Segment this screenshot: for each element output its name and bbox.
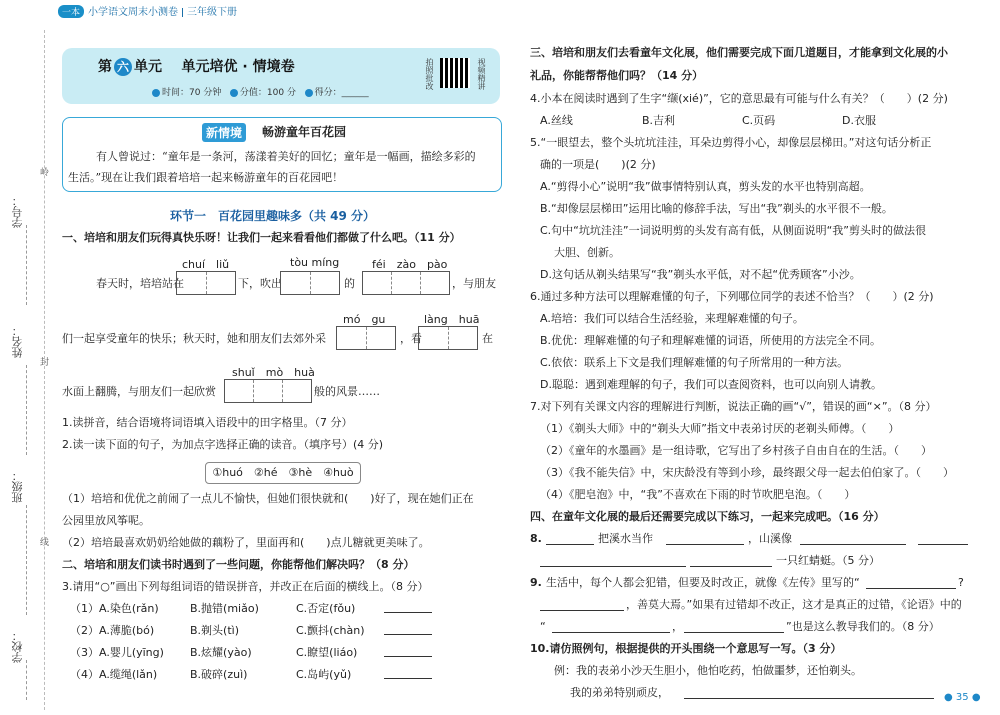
question-2-sentence: 公园里放风筝呢。 [62,514,150,527]
option: C.页码 [742,114,776,127]
section-title: 环节一 百花园里趣味多（共 49 分） [170,209,376,223]
option: C.句中“坑坑洼洼”一词说明剪的头发有高有低，从侧面说明“我”剪头时的做法很 [540,224,926,237]
question-6: 6.通过多种方法可以理解难懂的句子，下列哪位同学的表述不恰当？（ ）(2 分) [530,290,934,303]
question-8-text: 一只红蜻蜓。（5 分） [776,554,880,567]
word-option: B.破碎(zuì) [190,668,248,681]
scan-label: 拍照批改 [425,58,434,90]
situation-title: 畅游童年百花园 [262,125,347,139]
pen-icon [305,89,313,97]
question-heading: 三、培培和朋友们去看童年文化展，他们需要完成下面几道题目，才能拿到文化展的小 [530,46,948,59]
question-heading: 礼品，你能帮帮他们吗？（14 分） [530,69,704,82]
page-number-value: 35 [955,692,969,703]
passage-text: 的 [344,277,355,290]
statement: （4）《肥皂泡》中，“我”不喜欢在下雨的时节吹肥皂泡。（ ） [540,488,856,501]
time-label: 时间：70 分钟 [162,88,222,98]
word-option: （1）A.染色(rǎn) [70,602,159,615]
clock-icon [152,89,160,97]
question-heading: 一、培培和朋友们玩得真快乐呀！让我们一起来看看他们都做了什么吧。（11 分） [62,231,461,244]
word-option: （4）A.缆绳(lǎn) [70,668,158,681]
word-option: C.否定(fǒu) [296,602,356,615]
blank-line [26,660,27,700]
word-option: C.岛屿(yǔ) [296,668,352,681]
answer-line[interactable] [552,632,670,633]
name-label: 姓名： [11,325,24,358]
title-prefix: 第 [98,59,112,75]
question-7: 7.对下列有关课文内容的理解进行判断，说法正确的画“√”，错误的画“×”。（8 分） [530,400,937,413]
option: A.培培：我们可以结合生活经验，来理解难懂的句子。 [540,312,804,325]
passage-text: 水面上翻腾，与朋友们一起欣赏 [62,385,216,398]
option: B.优优：理解难懂的句子和理解难懂的词语，所使用的方法完全不同。 [540,334,882,347]
exam-title [98,56,295,76]
answer-line[interactable] [684,632,784,633]
statement: （3）《我不能失信》中，宋庆龄没有等到小珍，最终跟父母一起去伯伯家了。（ ） [540,466,954,479]
question-2: 2.读一读下面的句子，为加点字选择正确的读音。（填序号）(4 分) [62,438,384,451]
option: D.聪聪：遇到难理解的句子，我们可以查阅资料，也可以向别人请教。 [540,378,882,391]
option: B.“却像层层梯田”运用比喻的修辞手法，写出“我”剃头的水平很不一般。 [540,202,893,215]
option: B.吉利 [642,114,676,127]
school-label: 学校： [11,630,24,663]
total-score: 分值：100 分 [239,88,296,98]
option: 大胆、创新。 [554,246,620,259]
question-8-num: 8. [530,532,542,545]
score-field: 得分：______ [314,88,369,98]
question-9-num: 9. [530,576,542,589]
option: A.“剪得小心”说明“我”做事情特别认真，剪头发的水平也特别高超。 [540,180,871,193]
answer-line[interactable] [690,566,772,567]
question-3: 3.请用“○”画出下列每组词语的错误拼音，并改正在后面的横线上。（8 分） [62,580,429,593]
answer-line[interactable] [384,634,432,635]
binding-line [44,30,45,710]
pronunciation-options: ①huó ②hé ③hè ④huò [205,462,361,484]
answer-line[interactable] [384,656,432,657]
situation-tag: 新情境 [202,123,246,142]
pinyin: féi zào pào [372,258,448,271]
brand-logo: 一本 [58,5,84,18]
intro-text-2: 生活。”现在让我们跟着培培一起来畅游童年的百花园吧！ [68,171,344,184]
grade-label: 三年级下册 [187,7,238,18]
answer-line[interactable] [540,610,624,611]
divider [182,8,183,17]
option: C.依依：联系上下文是我们理解难懂的句子所常用的一种方法。 [540,356,849,369]
student-id-label: 学号： [11,195,24,228]
word-option: C.颤抖(chàn) [296,624,365,637]
qr-code-icon[interactable] [440,58,470,88]
answer-grid[interactable] [362,271,450,295]
question-9-text: ”也是这么教导我们的。（8 分） [786,620,940,633]
answer-grid[interactable] [336,326,396,350]
sentence-start: 我的弟弟特别顽皮， [570,686,669,699]
passage-text: 在 [482,332,493,345]
passage-text: 春天时，培培站在 [96,277,184,290]
word-option: B.剃头(tì) [190,624,239,637]
answer-line[interactable] [684,698,934,699]
answer-line[interactable] [384,678,432,679]
answer-grid[interactable] [280,271,340,295]
statement: （2）《童年的水墨画》是一组诗歌，它写出了乡村孩子自由自在的生活。（ ） [540,444,932,457]
passage-text: ，看 [400,332,422,345]
answer-grid[interactable] [418,326,478,350]
question-heading: 四、在童年文化展的最后还需要完成以下练习，一起来完成吧。（16 分） [530,510,885,523]
seal-mark: 封 [40,358,50,368]
question-1: 1.读拼音，结合语境将词语填入语段中的田字格里。（7 分） [62,416,353,429]
word-option: （3）A.婴儿(yīng) [70,646,164,659]
page-number: ● 35 ● [944,692,981,703]
answer-line[interactable] [800,544,906,545]
question-heading: 二、培培和朋友们读书时遇到了一些问题，你能帮他们解决吗？（8 分） [62,558,415,571]
unit-number: 六 [114,58,132,76]
passage-text: 下，吹出 [238,277,282,290]
answer-line[interactable] [866,588,956,589]
question-2-sentence: （2）培培最喜欢奶奶给她做的藕粉了，里面再和( )点儿糖就更美味了。 [62,536,430,549]
blank-line [26,225,27,305]
example-sentence: 例：我的表弟小沙天生胆小，他怕吃药，怕做噩梦，还怕剃头。 [554,664,862,677]
seal-mark: 岭 [40,168,50,178]
pinyin: chuí liǔ [182,258,230,271]
score-icon [230,89,238,97]
pinyin: tòu míng [290,256,340,269]
blank-line [26,505,27,615]
exam-info [152,85,369,98]
answer-line[interactable] [546,544,594,545]
passage-text: ，与朋友 [452,277,496,290]
series-title: 小学语文周末小测卷 [88,7,179,18]
answer-line[interactable] [666,544,744,545]
question-9-text: “ [540,620,546,633]
option: D.这句话从剃头结果写“我”剃头水平低，对不起“优秀顾客”小沙。 [540,268,861,281]
question-8-text: ，山溪像 [748,532,792,545]
answer-grid[interactable] [176,271,236,295]
class-label: 班级： [11,470,24,503]
question-5: 5.“一眼望去，整个头坑坑洼洼，耳朵边剪得小心，却像层层梯田。”对这句话分析正 [530,136,932,149]
word-option: C.瞭望(liáo) [296,646,358,659]
question-10: 10.请仿照例句，根据提供的开头围绕一个意思写一写。（3 分） [530,642,842,655]
intro-text-1: 有人曾说过：“童年是一条河，荡漾着美好的回忆；童年是一幅画，描绘多彩的 [96,150,476,163]
title-main: 单元培优 · 情境卷 [181,59,295,75]
video-label: 视频精讲 [477,58,486,90]
passage-text: 般的风景…… [314,385,380,398]
option: D.衣服 [842,114,876,127]
question-8-text: 把溪水当作 [598,532,653,545]
answer-line[interactable] [918,544,968,545]
question-2-sentence: （1）培培和优优之前闹了一点儿不愉快，但她们很快就和( )好了，现在她们正在 [62,492,474,505]
statement: （1）《剃头大师》中的“剃头大师”指文中表弟讨厌的老剃头师傅。（ ） [540,422,900,435]
question-5: 确的一项是( )(2 分) [540,158,656,171]
pinyin: làng huā [424,313,480,326]
option: A.丝线 [540,114,573,127]
title-suffix: 单元 [134,59,162,75]
pinyin: mó gu [343,313,386,326]
answer-grid[interactable] [224,379,312,403]
word-option: （2）A.薄脆(bó) [70,624,155,637]
answer-line[interactable] [384,612,432,613]
word-option: B.炫耀(yào) [190,646,252,659]
blank-line [26,365,27,455]
question-9-text: ? [958,576,964,589]
answer-line[interactable] [540,566,686,567]
passage-text: 们一起享受童年的快乐；秋天时，她和朋友们去郊外采 [62,332,326,345]
question-4: 4.小本在阅读时遇到了生字“缬(xié)”，它的意思最有可能与什么有关？（ ）(2 分) [530,92,948,105]
question-9-text: ， [672,620,683,633]
series-brand [58,3,237,18]
seal-mark: 线 [40,538,50,548]
question-9-text: 生活中，每个人都会犯错，但要及时改正，就像《左传》里写的“ [546,576,860,589]
pinyin: shuǐ mò huà [232,366,315,379]
question-9-text: ，善莫大焉。”如果有过错却不改正，这才是真正的过错，《论语》中的 [626,598,962,611]
word-option: B.抛错(miǎo) [190,602,259,615]
